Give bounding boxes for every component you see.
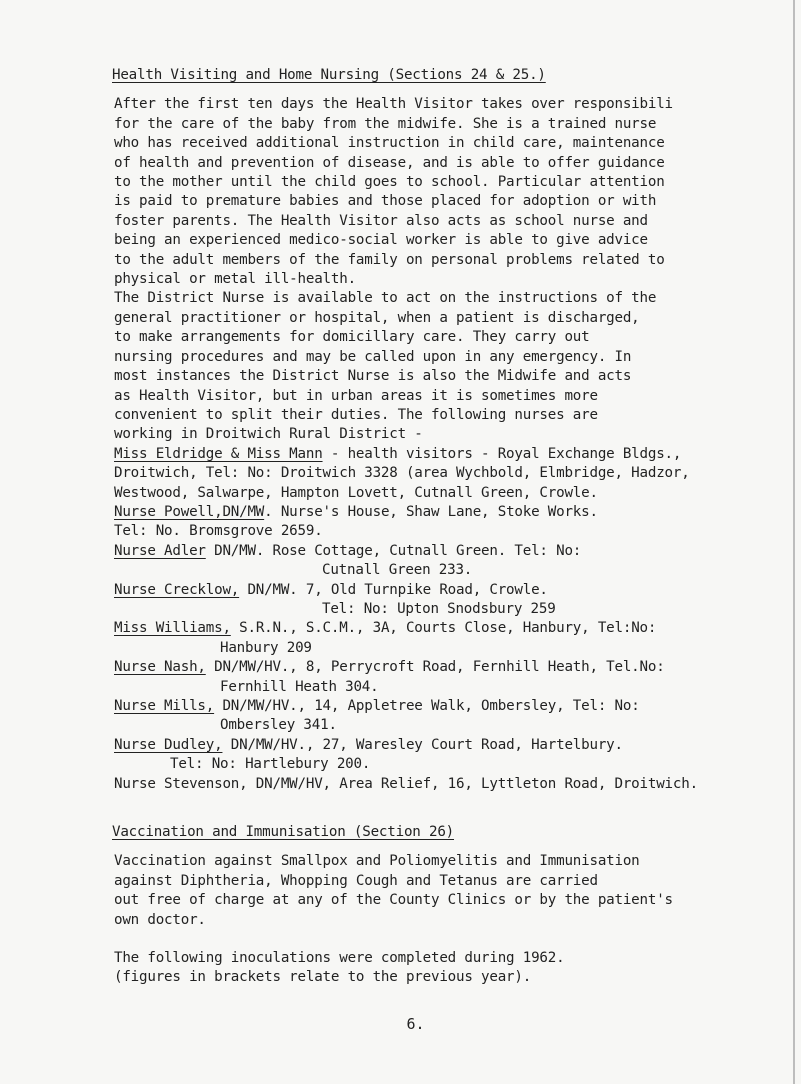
text-line: The following inoculations were completed during 1962. bbox=[114, 950, 565, 967]
text-line: general practitioner or hospital, when a patient is discharged, bbox=[114, 309, 640, 326]
nurse-list bbox=[114, 445, 794, 794]
text-line: Vaccination against Smallpox and Poliomyelitis and Immunisation bbox=[114, 853, 640, 870]
text-line: who has received additional instruction in child care, maintenance bbox=[114, 135, 665, 152]
nurse-detail: Droitwich, Tel: No: Droitwich 3328 (area Wychbold, Elmbridge, Hadzor, bbox=[114, 465, 690, 482]
text-line: foster parents. The Health Visitor also acts as school nurse and bbox=[114, 212, 648, 229]
text-line: working in Droitwich Rural District - bbox=[114, 426, 423, 443]
text-line: against Diphtheria, Whopping Cough and Tetanus are carried bbox=[114, 872, 598, 889]
nurse-name: Miss Williams, bbox=[114, 620, 231, 637]
section-heading-vaccination: Vaccination and Immunisation (Section 26) bbox=[112, 824, 455, 841]
text-line: to make arrangements for domicillary care. They carry out bbox=[114, 329, 590, 346]
paragraph-health-visiting bbox=[114, 95, 794, 444]
nurse-name: Nurse Stevenson, bbox=[114, 775, 248, 792]
page-number: 6. bbox=[406, 1015, 425, 1033]
text-line: most instances the District Nurse is also the Midwife and acts bbox=[114, 368, 632, 385]
text-line: as Health Visitor, but in urban areas it is sometimes more bbox=[114, 387, 598, 404]
nurse-detail: Tel: No. Bromsgrove 2659. bbox=[114, 523, 323, 540]
nurse-entry bbox=[114, 542, 794, 581]
nurse-detail: DN/MW. Rose Cottage, Cutnall Green. Tel: No: bbox=[205, 542, 582, 559]
text-line: is paid to premature babies and those placed for adoption or with bbox=[114, 193, 657, 210]
nurse-name: Nurse Dudley, bbox=[114, 736, 223, 753]
nurse-detail: . Nurse's House, Shaw Lane, Stoke Works. bbox=[264, 503, 598, 520]
nurse-detail: DN/MW/HV., 27, Waresley Court Road, Hartelbury. bbox=[222, 736, 623, 753]
nurse-entry bbox=[114, 619, 794, 658]
nurse-detail: Westwood, Salwarpe, Hampton Lovett, Cutnall Green, Crowle. bbox=[114, 484, 598, 501]
nurse-name: Miss Eldridge & Miss Mann bbox=[114, 445, 323, 462]
nurse-detail: DN/MW/HV., 8, Perrycroft Road, Fernhill Heath, Tel.No: bbox=[205, 659, 665, 676]
text-line: After the first ten days the Health Visitor takes over responsibili bbox=[114, 96, 673, 113]
nurse-name: Nurse Nash, bbox=[114, 659, 206, 676]
text-line: physical or metal ill-health. bbox=[114, 271, 356, 288]
nurse-detail: Ombersley 341. bbox=[220, 717, 337, 734]
nurse-detail: Tel: No: Hartlebury 200. bbox=[170, 756, 371, 773]
nurse-name: Nurse Powell,DN/MW bbox=[114, 503, 265, 520]
nurse-detail: DN/MW. 7, Old Turnpike Road, Crowle. bbox=[239, 581, 548, 598]
text-line: The District Nurse is available to act on the instructions of the bbox=[114, 290, 657, 307]
nurse-entry bbox=[114, 736, 794, 775]
page-content bbox=[114, 66, 794, 988]
text-line: (figures in brackets relate to the previous year). bbox=[114, 969, 532, 986]
text-line: being an experienced medico-social worker is able to give advice bbox=[114, 232, 648, 249]
nurse-detail: S.R.N., S.C.M., 3A, Courts Close, Hanbury, Tel:No: bbox=[230, 620, 657, 637]
text-line: nursing procedures and may be called upon in any emergency. In bbox=[114, 348, 632, 365]
text-line: convenient to split their duties. The following nurses are bbox=[114, 406, 598, 423]
text-line: out free of charge at any of the County Clinics or by the patient's bbox=[114, 892, 673, 909]
nurse-entry bbox=[114, 503, 794, 542]
nurse-detail: Cutnall Green 233. bbox=[322, 562, 473, 579]
nurse-entry bbox=[114, 658, 794, 697]
nurse-detail: DN/MW/HV, Area Relief, 16, Lyttleton Road, Droitwich. bbox=[247, 775, 698, 792]
nurse-name: Nurse Mills, bbox=[114, 698, 215, 714]
paragraph-vaccination bbox=[114, 852, 794, 930]
text-line: own doctor. bbox=[114, 911, 206, 928]
nurse-detail: Tel: No: Upton Snodsbury 259 bbox=[322, 600, 556, 617]
section-heading-health-visiting: Health Visiting and Home Nursing (Sections 24 & 25.) bbox=[112, 67, 546, 83]
nurse-entry bbox=[114, 581, 794, 620]
nurse-name: Nurse Adler bbox=[114, 542, 206, 559]
nurse-detail: Fernhill Heath 304. bbox=[220, 678, 379, 695]
text-line: to the adult members of the family on personal problems related to bbox=[114, 251, 665, 268]
text-line: of health and prevention of disease, and is able to offer guidance bbox=[114, 154, 665, 171]
nurse-detail: DN/MW/HV., 14, Appletree Walk, Ombersley, Tel: No: bbox=[214, 698, 640, 714]
nurse-detail: - health visitors - Royal Exchange Bldgs., bbox=[322, 445, 682, 462]
nurse-name: Nurse Crecklow, bbox=[114, 581, 240, 598]
text-line: for the care of the baby from the midwife. She is a trained nurse bbox=[114, 115, 657, 132]
nurse-entry bbox=[114, 445, 794, 503]
nurse-entry bbox=[114, 775, 794, 794]
text-line: to the mother until the child goes to school. Particular attention bbox=[114, 174, 665, 191]
nurse-detail: Hanbury 209 bbox=[220, 639, 312, 656]
nurse-entry bbox=[114, 697, 794, 736]
paragraph-inoculations bbox=[114, 949, 794, 988]
